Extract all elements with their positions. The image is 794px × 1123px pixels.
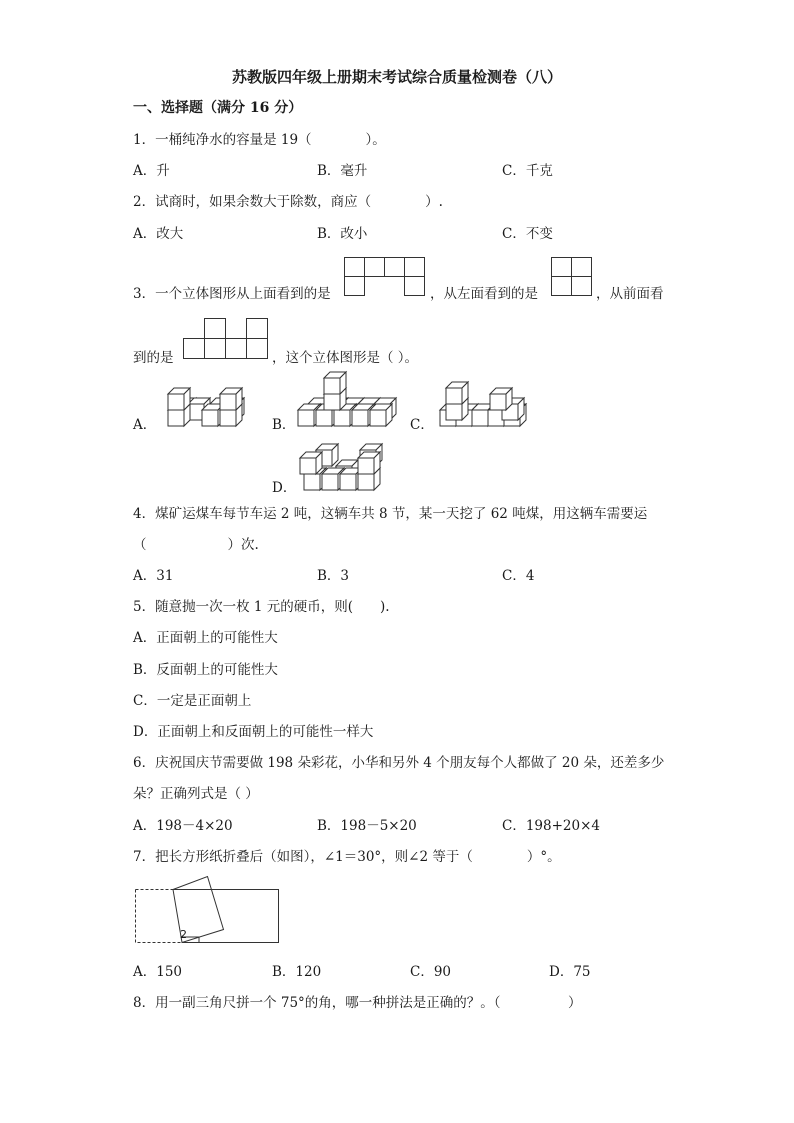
q2-option-a[interactable]: A．改大 [133, 226, 184, 242]
q5-option-b[interactable]: B．反面朝上的可能性大 [133, 662, 278, 678]
question-5-stem: 5．随意抛一次一枚 1 元的硬币，则( ). [133, 599, 390, 615]
question-7-stem: 7．把长方形纸折叠后（如图），∠1＝30°，则∠2 等于（ ）°。 [133, 849, 561, 865]
q1-option-c[interactable]: C．千克 [502, 163, 553, 179]
question-3-stem-part5: ，这个立体图形是（ ）。 [272, 350, 419, 366]
front-view-figure [183, 318, 269, 360]
q4-option-a[interactable]: A．31 [133, 568, 174, 584]
question-1-stem: 1．一桶纯净水的容量是 19（ ）。 [133, 132, 386, 148]
question-6-stem-cont: 朵？正确列式是（ ） [133, 786, 259, 802]
folded-paper-figure [135, 872, 283, 948]
q5-option-a[interactable]: A．正面朝上的可能性大 [133, 630, 278, 646]
q3-option-c[interactable]: C． [410, 417, 434, 433]
q2-option-b[interactable]: B．改小 [317, 226, 368, 242]
q3-figure-b [294, 374, 390, 428]
question-4-stem-cont: （ ）次. [133, 537, 259, 553]
question-4-stem: 4．煤矿运煤车每节车运 2 吨，这辆车共 8 节，某一天挖了 62 吨煤，用这辆车需要运 [133, 506, 648, 522]
q3-option-d[interactable]: D． [272, 480, 297, 496]
q4-option-b[interactable]: B．3 [317, 568, 350, 584]
question-6-stem: 6．庆祝国庆节需要做 198 朵彩花，小华和另外 4 个朋友每个人都做了 20 朵，还差多少 [133, 755, 665, 771]
question-3-stem-part3: ，从前面看 [596, 286, 664, 302]
q6-option-c[interactable]: C．198+20×4 [502, 818, 600, 834]
q6-option-b[interactable]: B．198－5×20 [317, 818, 417, 834]
q3-figure-a [154, 374, 240, 428]
section-heading: 一、选择题（满分 16 分） [133, 100, 303, 116]
q3-figure-d [294, 436, 390, 492]
q5-option-d[interactable]: D．正面朝上和反面朝上的可能性一样大 [133, 724, 374, 740]
q2-option-c[interactable]: C．不变 [502, 226, 553, 242]
q6-option-a[interactable]: A．198－4×20 [133, 818, 233, 834]
left-view-figure [551, 257, 593, 297]
q3-figure-c [432, 374, 526, 428]
q7-option-c[interactable]: C．90 [410, 964, 452, 980]
page-title: 苏教版四年级上册期末考试综合质量检测卷（八） [231, 68, 562, 86]
top-view-figure [344, 257, 426, 297]
q7-option-a[interactable]: A．150 [133, 964, 183, 980]
question-3-stem-part1: 3．一个立体图形从上面看到的是 [133, 286, 331, 302]
angle-2-label: 2 [180, 928, 187, 941]
question-3-stem-part2: ，从左面看到的是 [430, 286, 538, 302]
q4-option-c[interactable]: C．4 [502, 568, 535, 584]
q3-option-b[interactable]: B． [272, 417, 296, 433]
q1-option-b[interactable]: B．毫升 [317, 163, 368, 179]
q7-option-d[interactable]: D．75 [549, 964, 591, 980]
q7-option-b[interactable]: B．120 [272, 964, 322, 980]
q5-option-c[interactable]: C．一定是正面朝上 [133, 693, 252, 709]
q3-option-a[interactable]: A． [133, 417, 157, 433]
question-3-stem-part4: 到的是 [133, 350, 174, 366]
q1-option-a[interactable]: A．升 [133, 163, 170, 179]
question-2-stem: 2．试商时，如果余数大于除数，商应（ ）. [133, 194, 443, 210]
question-8-stem: 8．用一副三角尺拼一个 75°的角，哪一种拼法是正确的？。（ ） [133, 995, 582, 1011]
